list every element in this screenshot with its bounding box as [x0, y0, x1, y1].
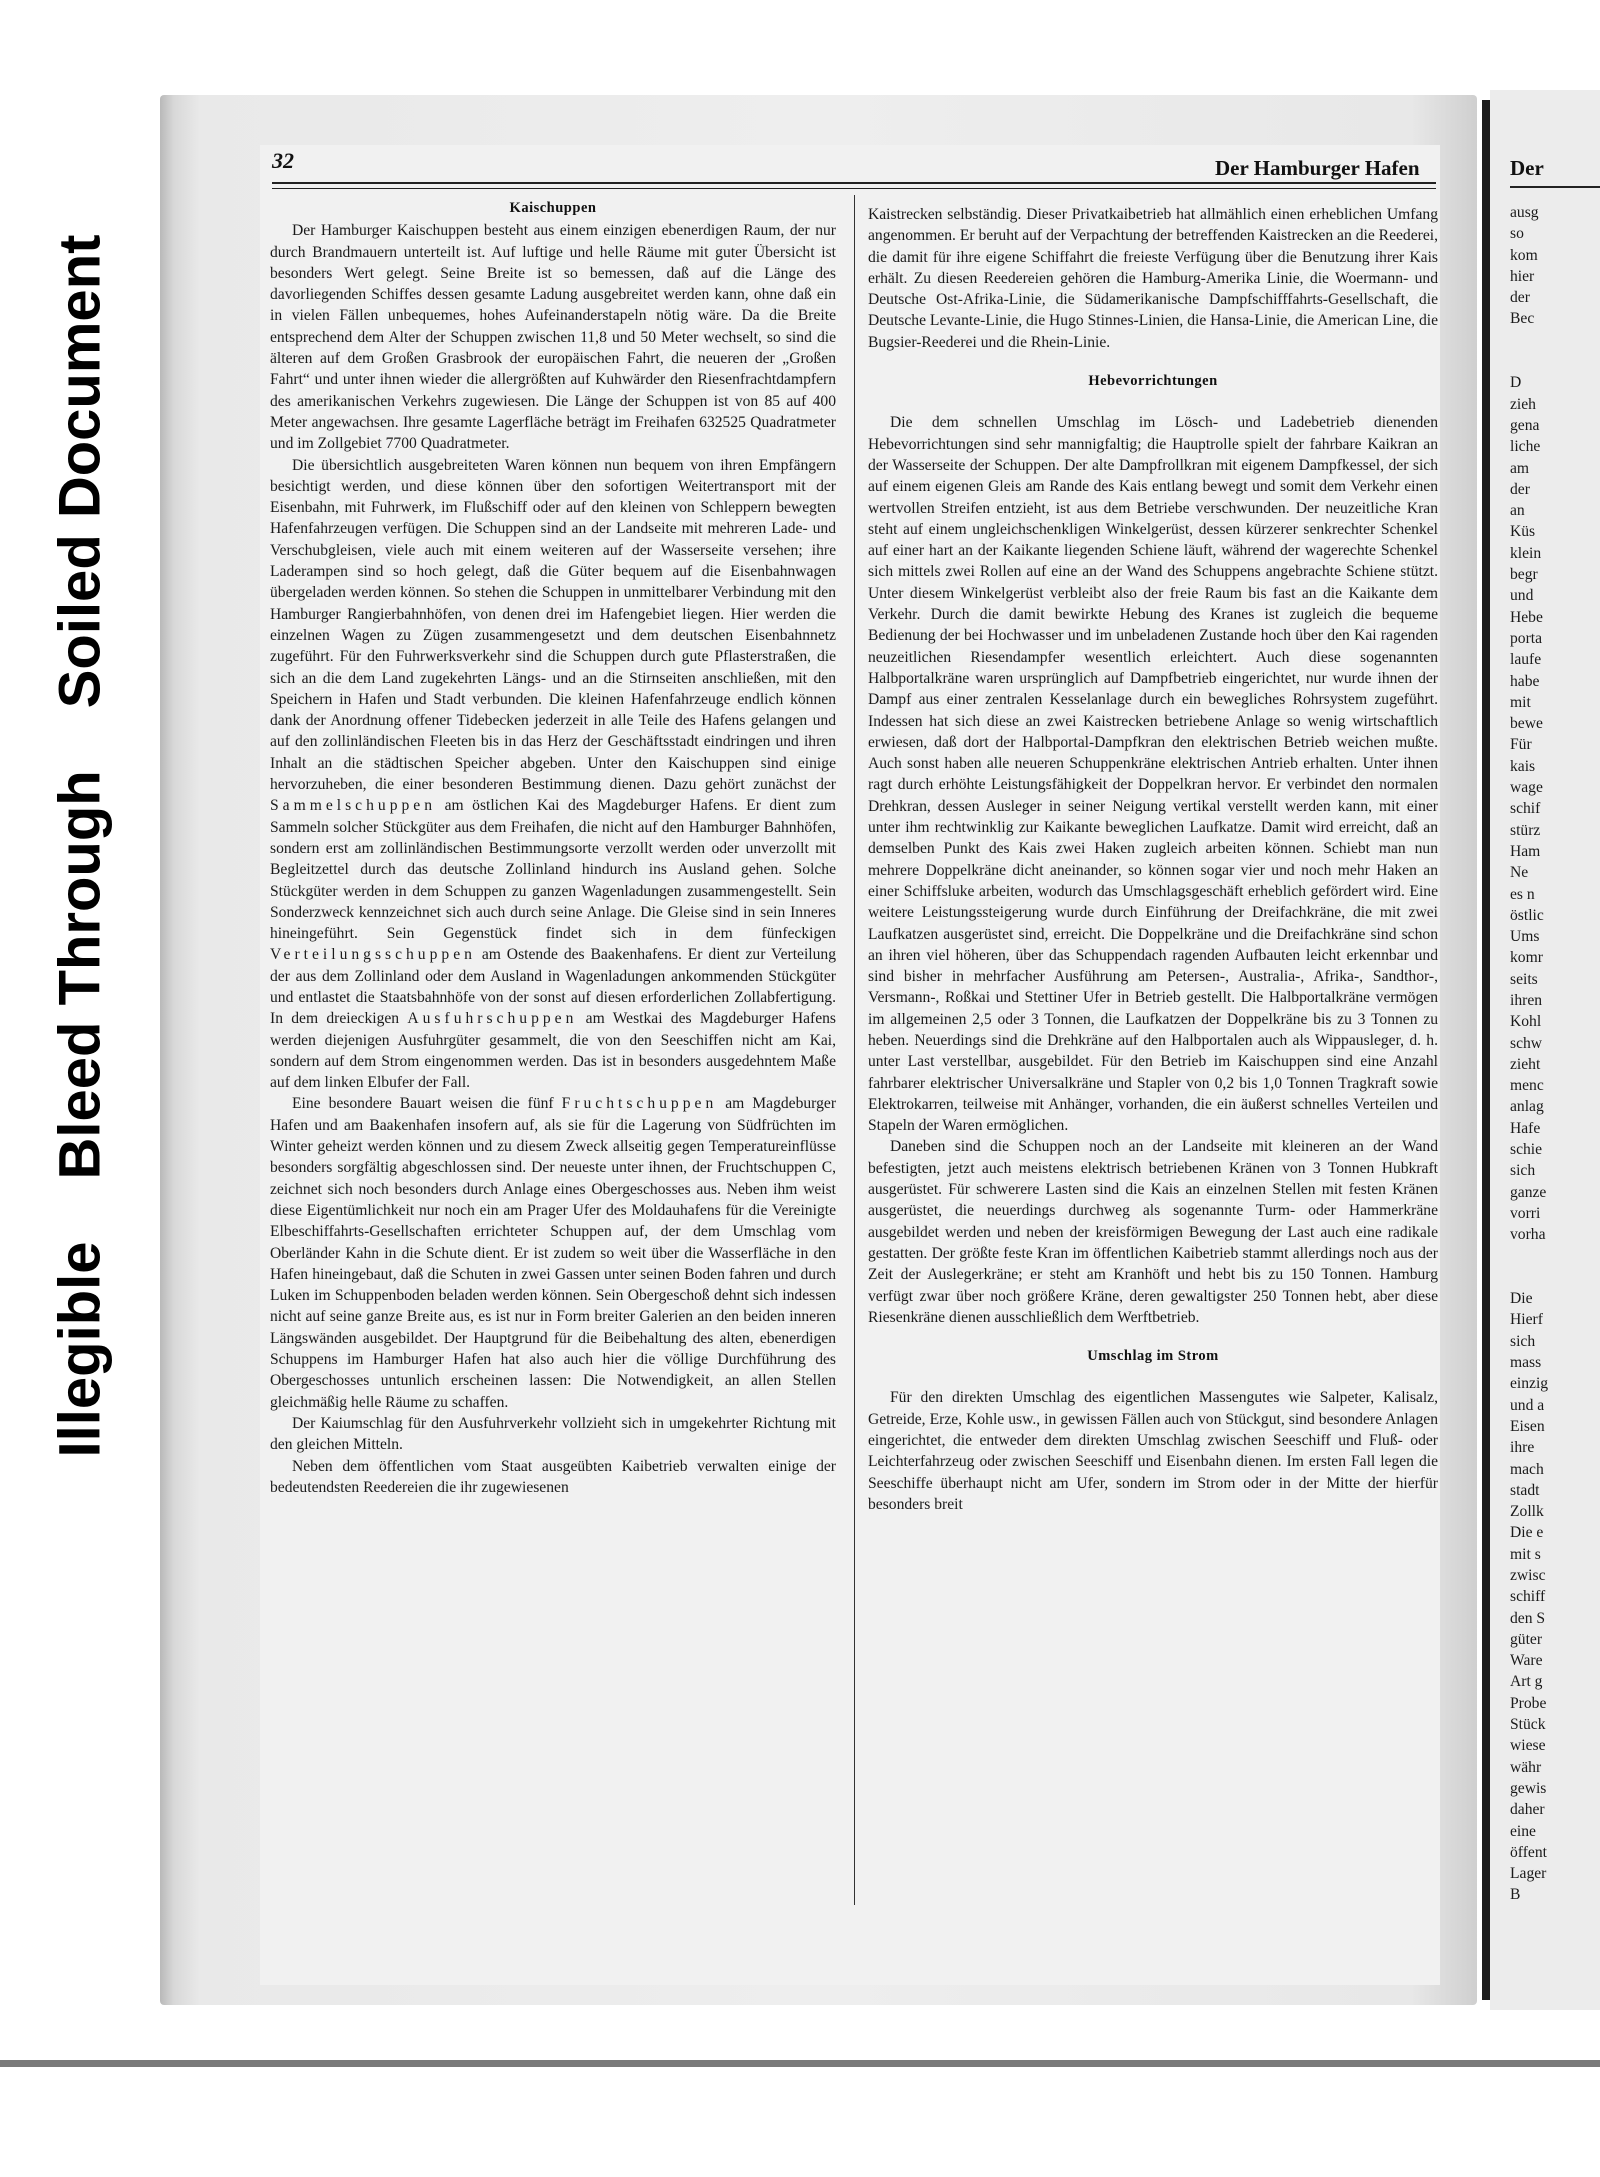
next-page-line: mach [1510, 1460, 1544, 1478]
next-page-line: der [1510, 289, 1530, 307]
next-page-line: und a [1510, 1396, 1545, 1414]
archival-stamp [0, 0, 160, 1600]
next-page-edge [1490, 90, 1600, 2010]
next-page-line: Kohl [1510, 1013, 1542, 1031]
spaced-term: Ausfuhrschuppen [407, 1010, 578, 1028]
next-page-line: ihre [1510, 1439, 1535, 1457]
page-number: 32 [272, 148, 294, 173]
next-page-line: hier [1510, 267, 1535, 285]
next-page-line: der [1510, 480, 1530, 498]
next-page-line: schif [1510, 800, 1541, 818]
next-page-line: öffent [1510, 1843, 1547, 1861]
header-rule [272, 182, 1436, 184]
next-page-line: gena [1510, 416, 1540, 434]
next-page-line: Stück [1510, 1716, 1546, 1734]
next-page-line: ganze [1510, 1183, 1547, 1201]
paragraph: Für den direkten Umschlag des eigentlichen Massengutes wie Salpeter, Kalisalz, Getreide, Erze, Kohle usw., in gewissen Fällen auch von Stückgut, sind besondere Anlagen eingerichtet, die entweder dem direkten Umschlag zwischen Seeschiff und Fluß- oder Leichterfahrzeug oder zwischen Seeschiff und Eisenbahn dienen. Im ersten Fall legen die Seeschiffe überhaupt nicht am Ufer, sondern im Strom oder in der Mitte der hierfür besonders breit [868, 1389, 1438, 1513]
next-page-line: kom [1510, 246, 1538, 264]
next-page-line: vorha [1510, 1226, 1546, 1244]
spaced-term: Fruchtschuppen [561, 1095, 718, 1113]
next-page-line: Ums [1510, 928, 1540, 946]
paragraph: Neben dem öffentlichen vom Staat ausgeübten Kaibetrieb verwalten einige der bedeutendsten Reedereien die ihr zugewiesenen [270, 1457, 836, 1496]
next-page-line [1510, 1267, 1600, 1288]
next-page-line: und [1510, 587, 1534, 605]
scanner-edge [0, 2060, 1600, 2067]
next-page-line: sich [1510, 1332, 1536, 1350]
next-page-line: Lager [1510, 1865, 1547, 1883]
next-page-line [1510, 330, 1600, 351]
paragraph: Kaistrecken selbständig. Dieser Privatkaibetrieb hat allmählich einen erheblichen Umfang angenommen. Er beruht auf der Verpachtung der betreffenden Kaistrecken an die Reederei, die damit für ihre eigene Schiffahrt die freieste Verfügung über die Benutzung ihrer Kais erhält. Zu diesen Reedereien gehören die Hamburg-Amerika Linie, die Woermann- und Deutsche Ost-Afrika-Linie, die Südamerikanische Dampfschifffahrts-Gesellschaft, die Deutsche Levante-Linie, die Hugo Stinnes-Linien, die Hansa-Linie, die American Line, die Bugsier-Reederei und die Rhein-Linie. [868, 206, 1438, 351]
next-page-line: Hierf [1510, 1311, 1543, 1329]
stamp-bleed-through: Bleed Through [47, 770, 113, 1180]
next-page-line: stadt [1510, 1481, 1540, 1499]
next-page-line: sich [1510, 1162, 1536, 1180]
next-page-line: Probe [1510, 1694, 1547, 1712]
next-page-line: den S [1510, 1609, 1546, 1627]
next-page-line: ihren [1510, 991, 1543, 1009]
paragraph-text: am östlichen Kai des Magdeburger Hafens. Er dient zum Sammeln solcher Stückgüter aus dem Freihafen, die nicht auf den Hamburger Bahnhöfen, sondern erst am zollinländischen Bestimmungsorte verzollt werden oder unverzollt mit Begleitzettel durch das deutsche Zollinland hindurch ins Ausland gehen. Solche Stückgüter werden in dem Schuppen zu ganzen Wagenladungen zusammengestellt. Sein Sonderzweck kennzeichnet sich auch durch seine Anlage. Die Gleise sind in sein Inneres hineingeführt. Sein Gegenstück findet sich in dem fünfeckigen [270, 797, 836, 943]
next-page-line: habe [1510, 672, 1540, 690]
next-page-line: Eisen [1510, 1417, 1545, 1435]
column-divider [854, 195, 855, 1905]
stamp-illegible: Illegible [47, 1241, 113, 1458]
next-page-line: Zollk [1510, 1503, 1544, 1521]
next-page-line: es n [1510, 885, 1535, 903]
next-page-line: zieht [1510, 1055, 1541, 1073]
next-page-line: so [1510, 225, 1524, 243]
next-page-line: eine [1510, 1822, 1536, 1840]
paragraph [270, 1093, 836, 1412]
next-page-line [1510, 351, 1600, 372]
next-page-line: zwisc [1510, 1567, 1546, 1584]
header-rule-thin [272, 188, 1436, 189]
next-page-line: zieh [1510, 395, 1536, 413]
stamp-text [47, 173, 114, 1458]
paragraph-text: am Westkai des Magdeburger Hafens werden diejenigen Ausfuhrgüter gesammelt, die von den Seeschiffen nicht am Kai, sondern auf dem Strom eingenommen werden. Das ist in besonders ausgedehntem Maße auf dem linken Elbufer der Fall. [270, 1010, 836, 1092]
next-page-line: schiff [1510, 1588, 1546, 1606]
paragraph: Die dem schnellen Umschlag im Lösch- und Ladebetrieb dienenden Hebevorrichtungen sind sehr mannigfaltig; die Hauptrolle spielt der fahrbare Kaikran an der Wasserseite der Schuppen. Der alte Dampfrollkran mit eigenem Dampfkessel, der sich auf einem eigenen Gleis am Rande des Kais entlang bewegt und somit dem Verkehr einen wertvollen Streifen entzieht, ist aus dem Betriebe verschwunden. Der neuzeitliche Kran steht auf einem ungleichschenkligen Winkelgerüst, dessen kürzerer senkrechter Schenkel auf einer hart an der Kaikante liegenden Schiene läuft, während der wagerechte Schenkel sich mittels zwei Rollen auf eine an der Wand des Schuppens angebrachte Schiene stützt. Unter diesem Winkelgerüst verbleibt also der freie Raum bis fast an die Kaikante dem Verkehr. Durch die damit bewirkte Hebung des Kranes ist zugleich die bequeme Bedienung der bei Hochwasser und im unbeladenen Zustande hoch über den Kai ragenden neuzeitlichen Riesendampfer wesentlich erleichtert. Auch diese sogenannten Halbportalkräne waren ursprünglich auf Dampfbetrieb eingerichtet, nur wurde ihnen der Dampf aus einer zentralen Kesselanlage durch ein bewegliches Rohrsystem zugeführt. Indessen hat sich diese an zwei Kaistrecken betriebene Anlage so wenig wirtschaftlich erwiesen, daß dort der Halbportal-Dampfkran den elektrischen Betrieb weichen mußte. Auch sonst haben alle neueren Schuppenkräne elektrischen Antrieb erhalten. Unter ihnen ragt durch erhöhte Leistungsfähigkeit der Doppelkran hervor. Er verbindet den normalen Drehkran, dessen Ausleger in seiner Neigung vertikal verstellt werden kann, mit einer unter ihm rechtwinklig zur Kaikante beweglichen Laufkatze. Damit wird erreicht, daß an demselben Punkt des Kais zwei Haken zugleich arbeiten können. Schiebt man nun mehrere Doppelkräne dicht aneinander, so können sogar vier und noch mehr Haken an einer Schiffsluke arbeiten, wodurch das Umschlagsgeschäft erheblich gefördert wird. Eine weitere Leistungssteigerung wurde durch Einführung der Dreifachkräne, die mit zwei Laufkatzen ausgerüstet sind, erreicht. Die Doppelkräne und die Dreifachkräne sind schon an ihren viel höheren, über das Schuppendach ragenden Aufbauten leicht erkennbar und sind bisher in mehrfacher Ausführung am Petersen-, Australia-, Afrika-, Sandthor-, Versmann-, Roßkai und Stettiner Ufer in Betrieb gestellt. Die Halbportalkräne vermögen im allgemeinen 2,5 oder 3 Tonnen, die Laufkatzen der Doppelkräne bis zu 3 Tonnen zu heben. Neuerdings sind die Drehkräne auf den Halbportalen auch als Wippausleger, d. h. unter Last verstellbar, ausgebildet. Für den Betrieb im Kaischuppen sind eine Anzahl fahrbarer elektrischer Universalkräne und Stapler von 0,2 bis 1,0 Tonnen Tragkraft sowie Elektrokarren, teilweise mit Anhänger, vorhanden, die ein äußerst schnelles Verteilen und Stapeln der Waren ermöglichen. [868, 414, 1438, 1135]
next-page-line: einzig [1510, 1375, 1549, 1393]
next-page-line: Bec [1510, 310, 1535, 328]
next-page-line: B [1510, 1886, 1521, 1904]
next-page-line: klein [1510, 544, 1542, 562]
page-gutter-shadow [1482, 100, 1490, 2000]
next-page-line: ausg [1510, 204, 1539, 221]
right-column [868, 204, 1438, 1515]
next-page-line: D [1510, 374, 1522, 392]
next-page-line: mit s [1510, 1545, 1541, 1563]
next-page-line: Die [1510, 1290, 1533, 1308]
next-page-line: mit [1510, 693, 1531, 711]
next-page-line: am [1510, 459, 1530, 477]
next-page-line: Ham [1510, 842, 1541, 860]
spaced-term: Sammelschuppen [270, 797, 437, 815]
next-page-line: bewe [1510, 715, 1543, 733]
next-page-line: wage [1510, 779, 1543, 797]
paragraph-text: Eine besondere Bauart weisen die fünf [292, 1095, 554, 1113]
next-page-line: schw [1510, 1034, 1543, 1052]
next-page-line: anlag [1510, 1098, 1544, 1116]
next-page-line: gewis [1510, 1779, 1547, 1797]
next-page-header: Der [1510, 156, 1544, 180]
next-page-line: stürz [1510, 821, 1541, 839]
next-page-line: porta [1510, 629, 1543, 647]
next-page-line: laufe [1510, 651, 1542, 669]
paragraph: Daneben sind die Schuppen noch an der Landseite mit kleineren an der Wand befestigten, jetzt auch meistens elektrisch betriebenen Kränen von 3 Tonnen Hubkraft ausgerüstet. Für schwerere Lasten sind die Kais an einzelnen Stellen mit festen Kränen ausgerüstet, die neuerdings durchweg als sogenannte Turm- oder Hammerkräne ausgebildet werden und neben der kreisförmigen Bewegung der Last auch eine radikale gestatten. Der größte feste Kran im öffentlichen Kaibetrieb stammt allerdings noch aus der Zeit der Auslegerkräne; er steht am Kranhöft und hebt bis zu 150 Tonnen. Hamburg verfügt zwar über noch größere Kräne, deren gewaltigster 250 Tonnen hebt, aber diese Riesenkräne dienen ausschließlich dem Werftbetrieb. [868, 1138, 1438, 1326]
next-page-line: Hebe [1510, 608, 1543, 626]
spaced-term: Verteilungsschuppen [270, 946, 476, 964]
next-page-line: Art g [1510, 1673, 1543, 1691]
paragraph: Der Kaiumschlag für den Ausfuhrverkehr vollzieht sich in umgekehrter Richtung mit den gleichen Mitteln. [270, 1414, 836, 1454]
next-page-line: Hafe [1510, 1119, 1541, 1137]
next-page-line [1510, 1246, 1600, 1267]
left-column [270, 198, 836, 1498]
next-page-line: mass [1510, 1354, 1542, 1372]
next-page-line: vorri [1510, 1204, 1541, 1222]
next-page-line: Ne [1510, 864, 1529, 882]
next-page-line: Ware [1510, 1652, 1543, 1670]
next-page-line: menc [1510, 1077, 1544, 1095]
next-page-line: liche [1510, 438, 1541, 456]
paragraph-text: Die übersichtlich ausgebreiteten Waren können nun bequem von ihren Empfängern besichtigt werden, und diese können über den sofortigen Weitertransport mit der Eisenbahn, mit Fuhrwerk, im Flußschiff oder auf den kleinen von Schleppern bewegten Hafenfahrzeugen verfügen. Die Schuppen sind an der Landseite mit mehreren Lade- und Verschubgleisen, viele auch mit einem weiteren auf der Wasserseite versehen; ihre Laderampen sind so hoch gelegt, daß die Güter bequem auf die Eisenbahnwagen übergeladen werden können. So stehen die Schuppen in unmittelbarer Verbindung mit den Hamburger Rangierbahnhöfen, von denen drei im Hafengebiet liegen. Hier werden die einzelnen Wagen zu Zügen zusammengesetzt und dem deutschen Eisenbahnnetz zugeführt. Für den Fuhrwerksverkehr sind die Schuppen durch gute Pflasterstraßen, die sich an die dem Land zugekehrten Längs- und an die Stirnseiten anschließen, mit den Speichern in Hafen und Stadt verbunden. Die kleinen Hafenfahrzeuge endlich können dank der Anordnung offener Tidebecken jederzeit in alle Teile des Hafens gelangen und auf den zollinländischen Fleeten bis in das Herz der Geschäftsstadt eindringen und ihren Inhalt an die städtischen Speicher abgeben. Unter den Kaischuppen sind einige hervorzuheben, die einer besonderen Bestimmung dienen. Dazu gehört zunächst der [270, 456, 836, 794]
next-page-line: östlic [1510, 906, 1544, 924]
next-page-line: Die e [1510, 1524, 1544, 1542]
section-heading-kaischuppen: Kaischuppen [509, 200, 597, 216]
next-page-line: güter [1510, 1630, 1543, 1648]
running-title: Der Hamburger Hafen [1215, 156, 1420, 180]
next-page-line: Für [1510, 736, 1532, 754]
next-page-line: kais [1510, 757, 1536, 775]
next-page-line: komr [1510, 949, 1543, 967]
next-page-line: schie [1510, 1141, 1543, 1159]
next-page-text [1510, 202, 1600, 1906]
paragraph-text: am Magdeburger Hafen und am Baakenhafen insofern auf, als sie für die Lagerung von Südfrüchten im Winter geheizt werden können und zu diesem Zweck allseitig gegen Temperatureinflüsse besonders sorgfältig abgeschlossen sind. Der neueste unter ihnen, der Fruchtschuppen C, zeichnet sich noch besonders durch Anlage eines Obergeschosses aus. Neben ihm weist diese Eigentümlichkeit nur noch ein am Prager Ufer des Moldauhafens für die Vereinigte Elbeschiffahrts-Gesellschaften errichteter Schuppen auf, der dem Umschlag vom Oberländer Kahn in die Schute dient. Er ist zudem so weit über die Wasserfläche in den Hafen hineingebaut, daß die Schuten in zwei Gassen unter seinen Boden fahren und durch Luken im Schuppenboden beladen werden können. Sein Obergeschoß dehnt sich indessen nicht auf seine ganze Breite aus, es ist nur in Form breiter Galerien an den beiden inneren Längswänden ausgebildet. Der Hauptgrund für die Beibehaltung des alten, ebenerdigen Schuppens im Hamburger Hafen hat also auch hier die völlige Durchführung des Obergeschosses untunlich erscheinen lassen: Die Notwendigkeit, an allen Stellen gleichmäßig helle Räume zu schaffen. [270, 1095, 837, 1411]
section-heading-hebevorrichtungen: Hebevorrichtungen [1088, 373, 1218, 390]
next-page-line: wiese [1510, 1737, 1546, 1755]
next-page-line: begr [1510, 566, 1538, 584]
paragraph [270, 455, 836, 1094]
next-page-rule [1510, 186, 1600, 188]
paragraph: Der Hamburger Kaischuppen besteht aus einem einzigen ebenerdigen Raum, der nur durch Brandmauern unterteilt ist. Auf luftige und helle Räume mit guter Übersicht ist besonders Wert gelegt. Seine Breite ist so bemessen, daß auf die Länge des davorliegenden Schiffes dessen gesamte Ladung ausgebreitet werden kann, ohne daß ein in vielen Fällen unbequemes, hohes Aufeinanderstapeln nötig wäre. Da die Breite entsprechend dem Alter der Schuppen zwischen 11,8 und 50 Meter wechselt, so sind die älteren auf dem Großen Grasbrook der europäischen Fahrt, die neueren der „Großen Fahrt“ und unter ihnen wieder die allergrößten auf Kuhwärder den Riesenfrachtdampfern des amerikanischen Verkehrs zugewiesen. Die Länge der Schuppen ist von 85 auf 400 Meter angewachsen. Ihre gesamte Lagerfläche beträgt im Freihafen 632525 Quadratmeter und im Zollgebiet 7700 Quadratmeter. [270, 222, 836, 453]
stamp-soiled-document: Soiled Document [47, 234, 113, 709]
next-page-line: an [1510, 502, 1525, 520]
next-page-line: seits [1510, 970, 1538, 988]
next-page-line: daher [1510, 1801, 1545, 1819]
section-heading-umschlag-im-strom: Umschlag im Strom [1087, 1348, 1219, 1365]
paragraph-text: am Ostende des Baakenhafens. Er dient zur Verteilung der aus dem Zollinland oder dem Ausland in Wagenladungen ankommenden Stückgüter und entlastet die Staatsbahnhöfe von der sonst auf diesen erforderlichen Zollabfertigung. In dem dreieckigen [270, 946, 837, 1028]
next-page-line: Küs [1510, 523, 1536, 541]
next-page-line: währ [1510, 1758, 1542, 1776]
